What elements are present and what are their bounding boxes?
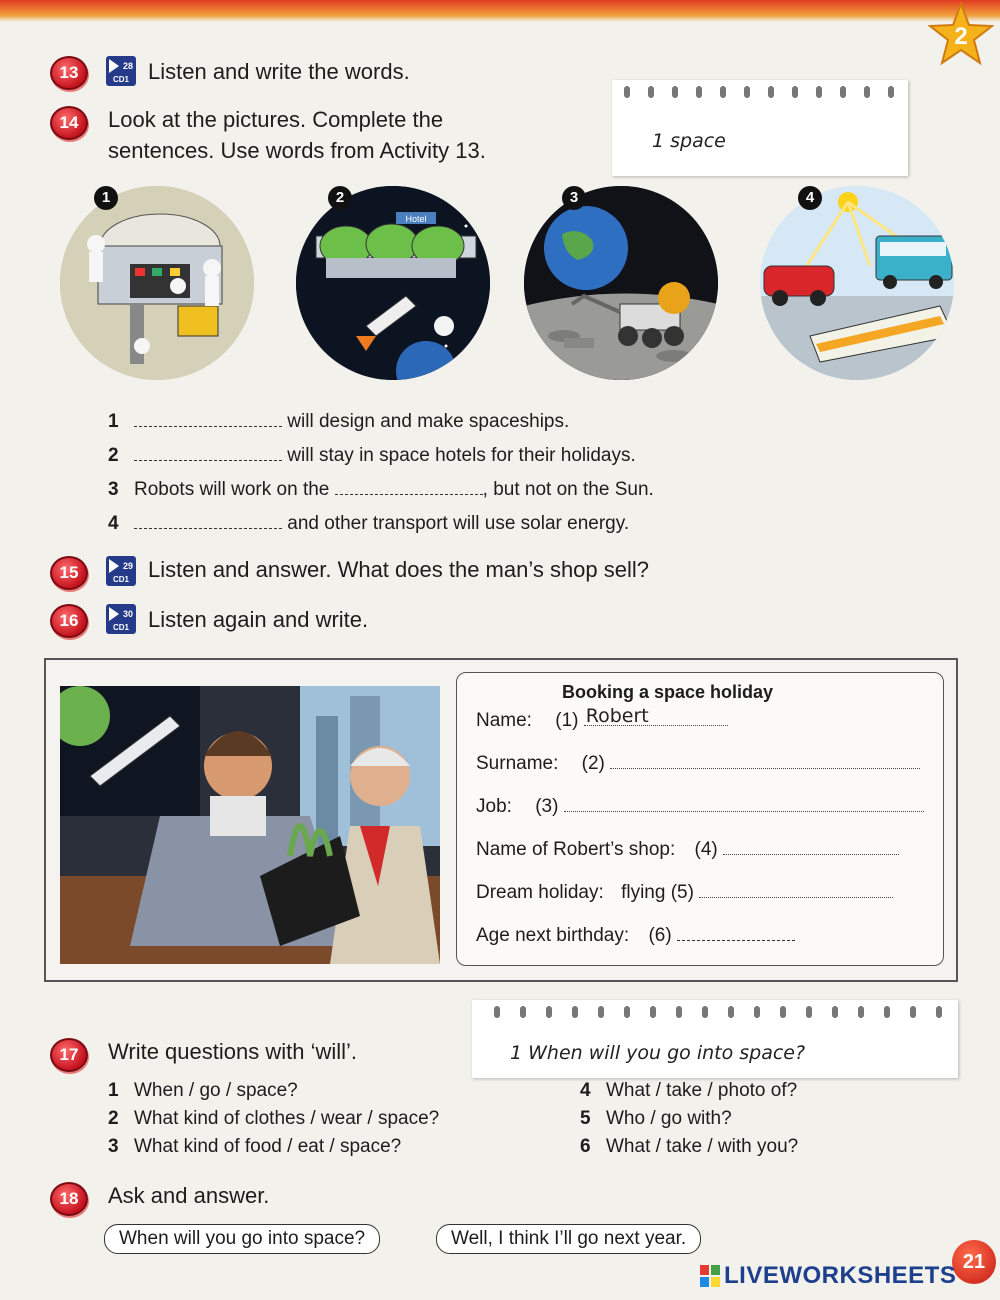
note-1-answer: 1 space [652,130,726,152]
question-1 [108,1080,298,1102]
picture-4-solar-transport [760,186,954,380]
sentence-4 [108,512,629,536]
sentence-number: 4 [108,513,119,534]
question-number: 2 [108,1108,119,1129]
activity-13-number: 13 [50,56,88,90]
booking-row-surname [476,753,920,775]
activity-14-number: 14 [50,106,88,140]
sentence-text: will stay in space hotels for their holidays. [287,445,636,466]
activity-16-instruction: Listen again and write. [148,607,369,632]
job-field[interactable] [564,797,924,812]
question-text: What kind of food / eat / space? [134,1136,402,1157]
activity-16-number: 16 [50,604,88,638]
question-6 [580,1136,798,1158]
dream-holiday-field[interactable] [699,883,893,898]
question-text: Who / go with? [606,1108,732,1129]
booking-row-age [476,925,795,947]
booking-row-shop [476,839,899,861]
sentence-text: , but not on the Sun. [482,479,654,500]
activity-18-instruction: Ask and answer. [108,1183,270,1208]
activity-14-instruction [108,104,486,166]
age-label: Age next birthday: [476,925,630,946]
activity-13-instruction: Listen and write the words. [148,59,410,84]
sentence-text: Robots will work on the [134,479,330,500]
item-number: (4) [694,839,718,860]
sentence-number: 1 [108,411,119,432]
item-number: (2) [581,753,605,774]
sentence-3-blank[interactable] [335,480,483,495]
sentence-2-blank[interactable] [134,446,282,461]
question-text: What / take / with you? [606,1136,799,1157]
instruction-line-1: Look at the pictures. Complete the [108,107,444,132]
question-5 [580,1108,732,1130]
item-number: (1) [555,710,579,731]
activity-15-instruction: Listen and answer. What does the man’s shop sell? [148,557,650,582]
track-number: 29 [122,561,133,571]
booking-row-dream-holiday [476,882,893,904]
booking-row-name [476,705,728,732]
question-number: 4 [580,1080,591,1101]
sentence-2 [108,444,636,468]
dream-holiday-label: Dream holiday: [476,882,604,903]
sentence-text: will design and make spaceships. [287,411,570,432]
instruction-line-2: sentences. Use words from Activity 13. [108,138,486,163]
booking-row-job [476,796,924,818]
picture-3-moon-rover [524,186,718,380]
top-banner [0,0,1000,22]
unit-star-icon [928,2,994,68]
audio-track-29-button[interactable] [106,556,136,586]
picture-2-space-hotel [296,186,490,380]
job-label: Job: [476,796,512,817]
note-holes [472,1000,958,1022]
shop-label: Name of Robert’s shop: [476,839,676,860]
picture-number-4: 4 [798,186,822,210]
activity-18-number: 18 [50,1182,88,1216]
booking-form-title: Booking a space holiday [562,682,774,702]
travel-agent-illustration [60,686,440,964]
activity-17-number: 17 [50,1038,88,1072]
cd-label: CD1 [112,75,129,84]
answer-note-2 [472,1000,958,1078]
track-number: 28 [122,61,133,71]
unit-number: 2 [954,23,968,50]
hotel-sign: Hotel [405,214,427,224]
cd-label: CD1 [112,575,129,584]
audio-track-28-button[interactable] [106,56,136,86]
sentence-text: and other transport will use solar energy. [287,513,630,534]
speech-bubble-answer: Well, I think I’ll go next year. [436,1224,701,1254]
question-number: 5 [580,1108,591,1129]
activity-15-number: 15 [50,556,88,590]
cd-label: CD1 [112,623,129,632]
question-2 [108,1108,439,1130]
play-icon [109,607,119,621]
item-number: (5) [670,882,694,903]
sentence-number: 2 [108,445,119,466]
liveworksheets-logo-icon [700,1265,720,1287]
question-number: 6 [580,1136,591,1157]
audio-track-30-button[interactable] [106,604,136,634]
age-field[interactable] [677,926,795,941]
watermark: LIVEWORKSHEETS [724,1262,957,1289]
question-number: 1 [108,1080,119,1101]
speech-bubble-question: When will you go into space? [104,1224,380,1254]
question-text: When / go / space? [134,1080,298,1101]
track-number: 30 [122,609,133,619]
picture-number-2: 2 [328,186,352,210]
question-number: 3 [108,1136,119,1157]
question-3 [108,1136,401,1158]
dream-holiday-prefix: flying [621,882,666,903]
item-number: (6) [648,925,672,946]
picture-number-1: 1 [94,186,118,210]
play-icon [109,559,119,573]
note-holes [612,80,908,102]
sentence-number: 3 [108,479,119,500]
shop-field[interactable] [723,840,899,855]
sentence-4-blank[interactable] [134,514,282,529]
picture-1-spaceship-factory [60,186,254,380]
page-number: 21 [952,1240,996,1284]
picture-number-3: 3 [562,186,586,210]
note-2-answer: 1 When will you go into space? [510,1042,806,1064]
play-icon [109,59,119,73]
answer-note-1 [612,80,908,176]
sentence-1-blank[interactable] [134,412,282,427]
surname-label: Surname: [476,753,559,774]
question-4 [580,1080,797,1102]
name-value: Robert [585,705,649,727]
sentence-3 [108,478,654,502]
sentence-1 [108,410,569,434]
name-field[interactable] [584,705,728,727]
surname-field[interactable] [610,754,920,769]
item-number: (3) [535,796,559,817]
question-text: What / take / photo of? [606,1080,798,1101]
name-label: Name: [476,710,532,731]
activity-17-instruction: Write questions with ‘will’. [108,1039,358,1064]
question-text: What kind of clothes / wear / space? [134,1108,440,1129]
